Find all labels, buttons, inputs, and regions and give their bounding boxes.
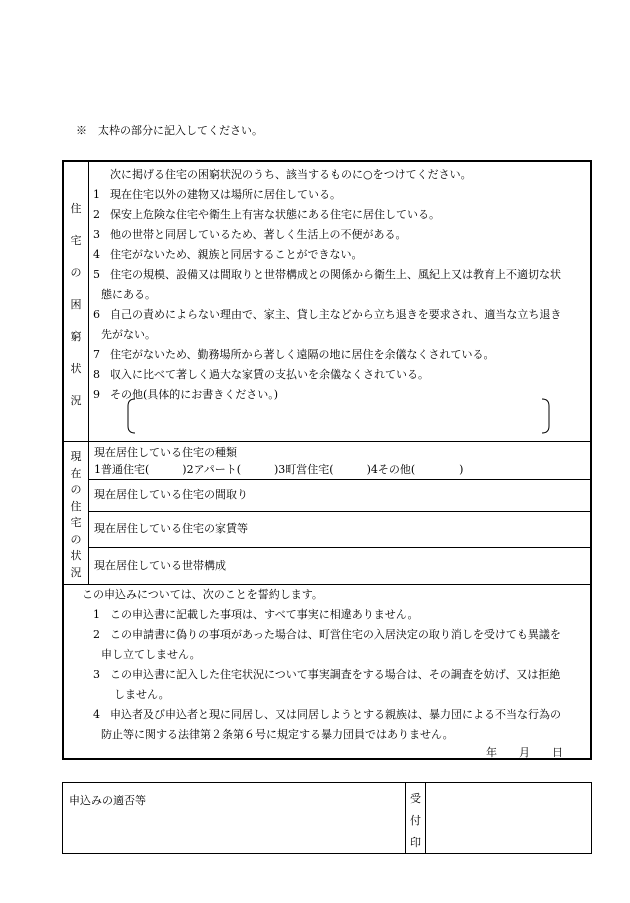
hardship-item-text: その他(具体的にお書きください。) bbox=[110, 388, 279, 401]
pledge-item-text: 申し立てしません。 bbox=[101, 648, 201, 661]
hardship-item-number: 5 bbox=[93, 268, 100, 281]
hardship-label-char: 状 bbox=[70, 362, 82, 375]
hardship-label-char: 窮 bbox=[70, 330, 82, 343]
pledge-item-text: この申請書に偽りの事項があった場合は、町営住宅の入居決定の取り消しを受けても異議を bbox=[110, 628, 561, 641]
hardship-item-text: 収入に比べて著しく過大な家賃の支払いを余儀なくされている。 bbox=[110, 368, 429, 381]
other-details-field[interactable] bbox=[127, 398, 550, 434]
application-form bbox=[62, 160, 592, 760]
pledge-item-text: 防止等に関する法律第２条第６号に規定する暴力団員ではありません。 bbox=[101, 728, 454, 741]
hardship-label-char: 宅 bbox=[70, 234, 82, 247]
hardship-item-text: 住宅がないため、勤務場所から著しく遠隔の地に居住を余儀なくされている。 bbox=[110, 348, 495, 361]
instruction-note: ※ 太枠の部分に記入してください。 bbox=[76, 124, 263, 137]
row-divider bbox=[88, 511, 592, 512]
hardship-item-number: 8 bbox=[93, 368, 100, 381]
hardship-item-text: 先がない。 bbox=[101, 328, 156, 341]
current-label-char: の bbox=[70, 532, 82, 546]
current-label-char: 在 bbox=[70, 466, 82, 480]
pledge-item-text: 申込者及び申込者と現に同居し、又は同居しようとする親族は、暴力団による不当な行為の bbox=[110, 708, 561, 721]
hardship-item-text: 住宅がないため、親族と同居することができない。 bbox=[110, 248, 363, 261]
receipt-char: 付 bbox=[410, 814, 421, 827]
section-divider bbox=[64, 584, 592, 585]
hardship-label-char: の bbox=[70, 266, 82, 279]
current-label-char: 現 bbox=[70, 450, 82, 463]
hardship-item-number: 7 bbox=[93, 348, 100, 361]
household-composition-label: 現在居住している世帯構成 bbox=[94, 559, 226, 572]
hardship-item-number: 4 bbox=[93, 248, 100, 261]
hardship-label-char: 況 bbox=[70, 394, 82, 407]
hardship-item-number: 6 bbox=[93, 308, 100, 321]
housing-type-options[interactable]: 1普通住宅( )2アパート( )3町営住宅( )4その他( ) bbox=[94, 463, 464, 476]
pledge-item-text: しません。 bbox=[114, 688, 170, 701]
hardship-label-char: 困 bbox=[70, 298, 82, 311]
current-label-char: 状 bbox=[70, 549, 82, 562]
pledge-item-number: 3 bbox=[93, 668, 100, 681]
suitability-label: 申込みの適否等 bbox=[69, 794, 146, 807]
pledge-intro: この申込みについては、次のことを誓約します。 bbox=[82, 588, 323, 601]
pledge-item-number: 1 bbox=[93, 608, 100, 621]
hardship-label-char: 住 bbox=[70, 202, 82, 215]
pledge-item-number: 4 bbox=[93, 708, 100, 721]
date-field[interactable]: 年 月 日 bbox=[486, 746, 563, 759]
section-divider bbox=[64, 441, 592, 442]
hardship-item-text: 現在住宅以外の建物又は場所に居住している。 bbox=[110, 188, 341, 201]
current-label-char: 況 bbox=[70, 565, 82, 579]
current-label-char: 宅 bbox=[70, 516, 82, 529]
hardship-item-text: 保安上危険な住宅や衛生上有害な状態にある住宅に居住している。 bbox=[110, 208, 440, 221]
housing-layout-label: 現在居住している住宅の間取り bbox=[94, 488, 248, 501]
hardship-item-number: 2 bbox=[93, 208, 100, 221]
current-label-char: 住 bbox=[70, 499, 82, 513]
hardship-item-text: 他の世帯と同居しているため、著しく生活上の不便がある。 bbox=[110, 228, 407, 241]
label-column-divider bbox=[88, 162, 89, 584]
pledge-item-number: 2 bbox=[93, 628, 100, 641]
hardship-item-number: 3 bbox=[93, 228, 100, 241]
hardship-item-text: 住宅の規模、設備又は間取りと世帯構成との関係から衛生上、風紀上又は教育上不適切な状 bbox=[110, 268, 561, 281]
hardship-item-text: 自己の責めによらない理由で、家主、貸し主などから立ち退きを要求され、適当な立ち退き bbox=[110, 308, 562, 321]
hardship-item-number: 9 bbox=[93, 388, 100, 401]
current-label-char: の bbox=[70, 483, 82, 496]
hardship-item-number: 1 bbox=[93, 188, 100, 201]
office-use-box bbox=[62, 782, 592, 854]
pledge-item-text: この申込書に記載した事項は、すべて事実に相違ありません。 bbox=[110, 608, 419, 621]
pledge-item-text: この申込書に記入した住宅状況について事実調査をする場合は、その調査を妨げ、又は拒絶 bbox=[110, 668, 561, 681]
row-divider bbox=[88, 547, 592, 548]
receipt-char: 受 bbox=[410, 792, 421, 805]
hardship-intro: 次に掲げる住宅の困窮状況のうち、該当するものに○をつけてください。 bbox=[110, 168, 472, 181]
office-divider bbox=[425, 783, 426, 853]
hardship-item-text: 態にある。 bbox=[101, 288, 156, 301]
receipt-char: 印 bbox=[410, 836, 421, 849]
housing-rent-label: 現在居住している住宅の家賃等 bbox=[94, 522, 248, 535]
housing-type-label: 現在居住している住宅の種類 bbox=[94, 446, 237, 459]
row-divider bbox=[88, 479, 592, 480]
